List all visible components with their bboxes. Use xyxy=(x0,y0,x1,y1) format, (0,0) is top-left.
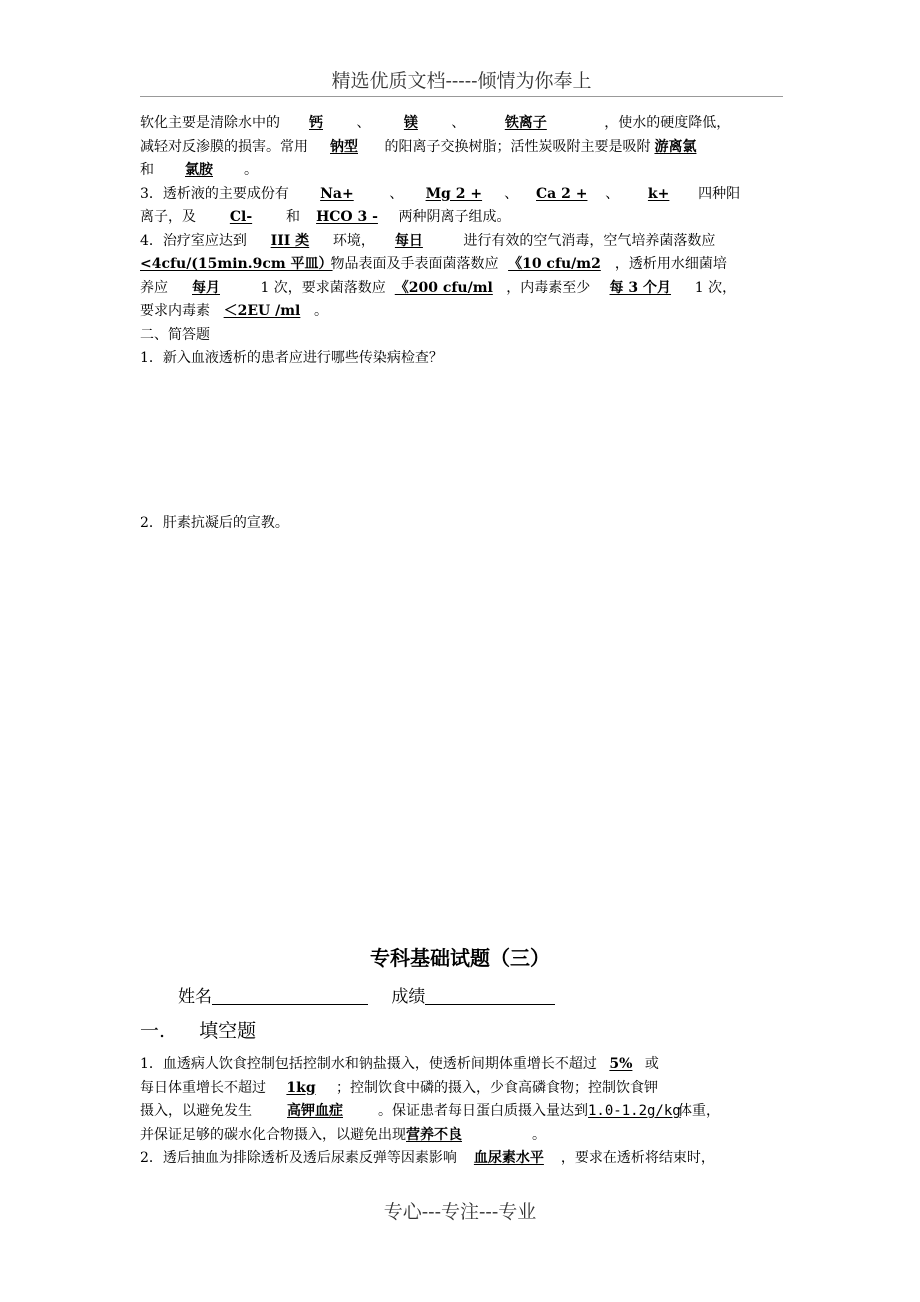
answer-blank: <4cfu/(15min.9cm 平皿） xyxy=(140,256,333,272)
text-line: 离子，及 Cl- 和 HCO 3 - 两种阴离子组成。 xyxy=(140,206,785,230)
answer-blank: 铁离子 xyxy=(504,115,547,131)
page-header: 精选优质文档-----倾情为你奉上 xyxy=(140,66,783,97)
text-line: 减轻对反渗膜的损害。常用 钠型 的阳离子交换树脂；活性炭吸附主要是吸附 游离氯 xyxy=(140,136,785,160)
document-body xyxy=(140,112,785,535)
page-footer: 专心---专注---专业 xyxy=(383,1201,537,1223)
answer-blank: 每月 xyxy=(192,279,220,296)
question-text: 2．肝素抗凝后的宣教。 xyxy=(140,514,289,531)
text-line: 软化主要是清除水中的 钙 、 镁 、 铁离子 ，使水的硬度降低， xyxy=(140,112,785,136)
answer-blank: 每日 xyxy=(394,232,423,249)
answer-blank: Ca 2 + xyxy=(536,185,588,202)
question-text: 1．新入血液透析的患者应进行哪些传染病检查？ xyxy=(140,350,443,366)
answer-blank: Mg 2 + xyxy=(425,185,483,202)
section-heading: 一. 填空题 xyxy=(140,1020,257,1042)
answer-blank: 氯胺 xyxy=(185,162,213,178)
text-line: 和 氯胺 。 xyxy=(140,159,785,183)
answer-blank: 每 3 个月 xyxy=(609,279,672,296)
text-line: 2．透后抽血为排除透析及透后尿素反弹等因素影响 血尿素水平 ，要求在透析将结束时， xyxy=(140,1147,800,1171)
score-field[interactable] xyxy=(425,987,555,1005)
answer-blank: 钙 xyxy=(309,115,323,131)
fill-in-questions xyxy=(140,1053,800,1171)
answer-blank: 《10 cfu/m2 xyxy=(508,256,601,272)
score-label: 成绩 xyxy=(391,987,426,1007)
text-line: 1．血透病人饮食控制包括控制水和钠盐摄入，使透析间期体重增长不超过 5% 或 xyxy=(140,1053,800,1077)
answer-blank: 游离氯 xyxy=(654,138,697,155)
text-line: 4．治疗室应达到 III 类 环境， 每日 进行有效的空气消毒，空气培养菌落数应 xyxy=(140,230,785,254)
text-line: <4cfu/(15min.9cm 平皿） 物品表面及手表面菌落数应 《10 cfu/m2 ，透析用水细菌培 xyxy=(140,253,785,277)
text-line: 养应 每月 1 次，要求菌落数应 《200 cfu/ml ，内毒素至少 每 3 个月 1 次， xyxy=(140,277,785,301)
answer-blank: 1kg xyxy=(286,1079,316,1096)
exam-title: 专科基础试题（三） xyxy=(370,946,550,970)
name-field[interactable] xyxy=(212,987,368,1005)
answer-blank: k+ xyxy=(647,185,670,202)
answer-blank: HCO 3 - xyxy=(316,209,378,225)
answer-blank: 高钾血症 xyxy=(287,1103,343,1119)
answer-space xyxy=(140,371,785,512)
answer-blank: III 类 xyxy=(270,232,310,249)
text-line: 摄入，以避免发生 高钾血症 。保证患者每日蛋白质摄入量达到1.0-1.2g/kg体重， xyxy=(140,1100,800,1124)
answer-blank: 营养不良 xyxy=(406,1126,462,1143)
answer-blank: 血尿素水平 xyxy=(473,1150,544,1166)
text-line: 并保证足够的碳水化合物摄入，以避免出现营养不良 。 xyxy=(140,1124,800,1148)
text-line: 要求内毒素 ＜2EU /ml 。 xyxy=(140,300,785,324)
name-label: 姓名 xyxy=(178,987,212,1007)
name-score-bar xyxy=(178,982,555,1007)
text-line: 3．透析液的主要成份有 Na+ 、 Mg 2 + 、 Ca 2 + 、 k+ 四种阳 xyxy=(140,183,785,207)
answer-blank: 《200 cfu/ml xyxy=(394,279,493,296)
answer-blank: 镁 xyxy=(403,115,418,131)
answer-blank: 钠型 xyxy=(330,138,358,155)
answer-blank: 1.0-1.2g/kg xyxy=(588,1103,681,1119)
answer-blank: Na+ xyxy=(320,185,354,202)
answer-blank: ＜2EU /ml xyxy=(223,303,301,319)
text-line: 每日体重增长不超过 1kg ；控制饮食中磷的摄入，少食高磷食物；控制饮食钾 xyxy=(140,1077,800,1101)
answer-blank: Cl- xyxy=(229,209,253,225)
answer-blank: 5% xyxy=(609,1056,633,1072)
section-heading: 二、简答题 xyxy=(140,326,210,343)
